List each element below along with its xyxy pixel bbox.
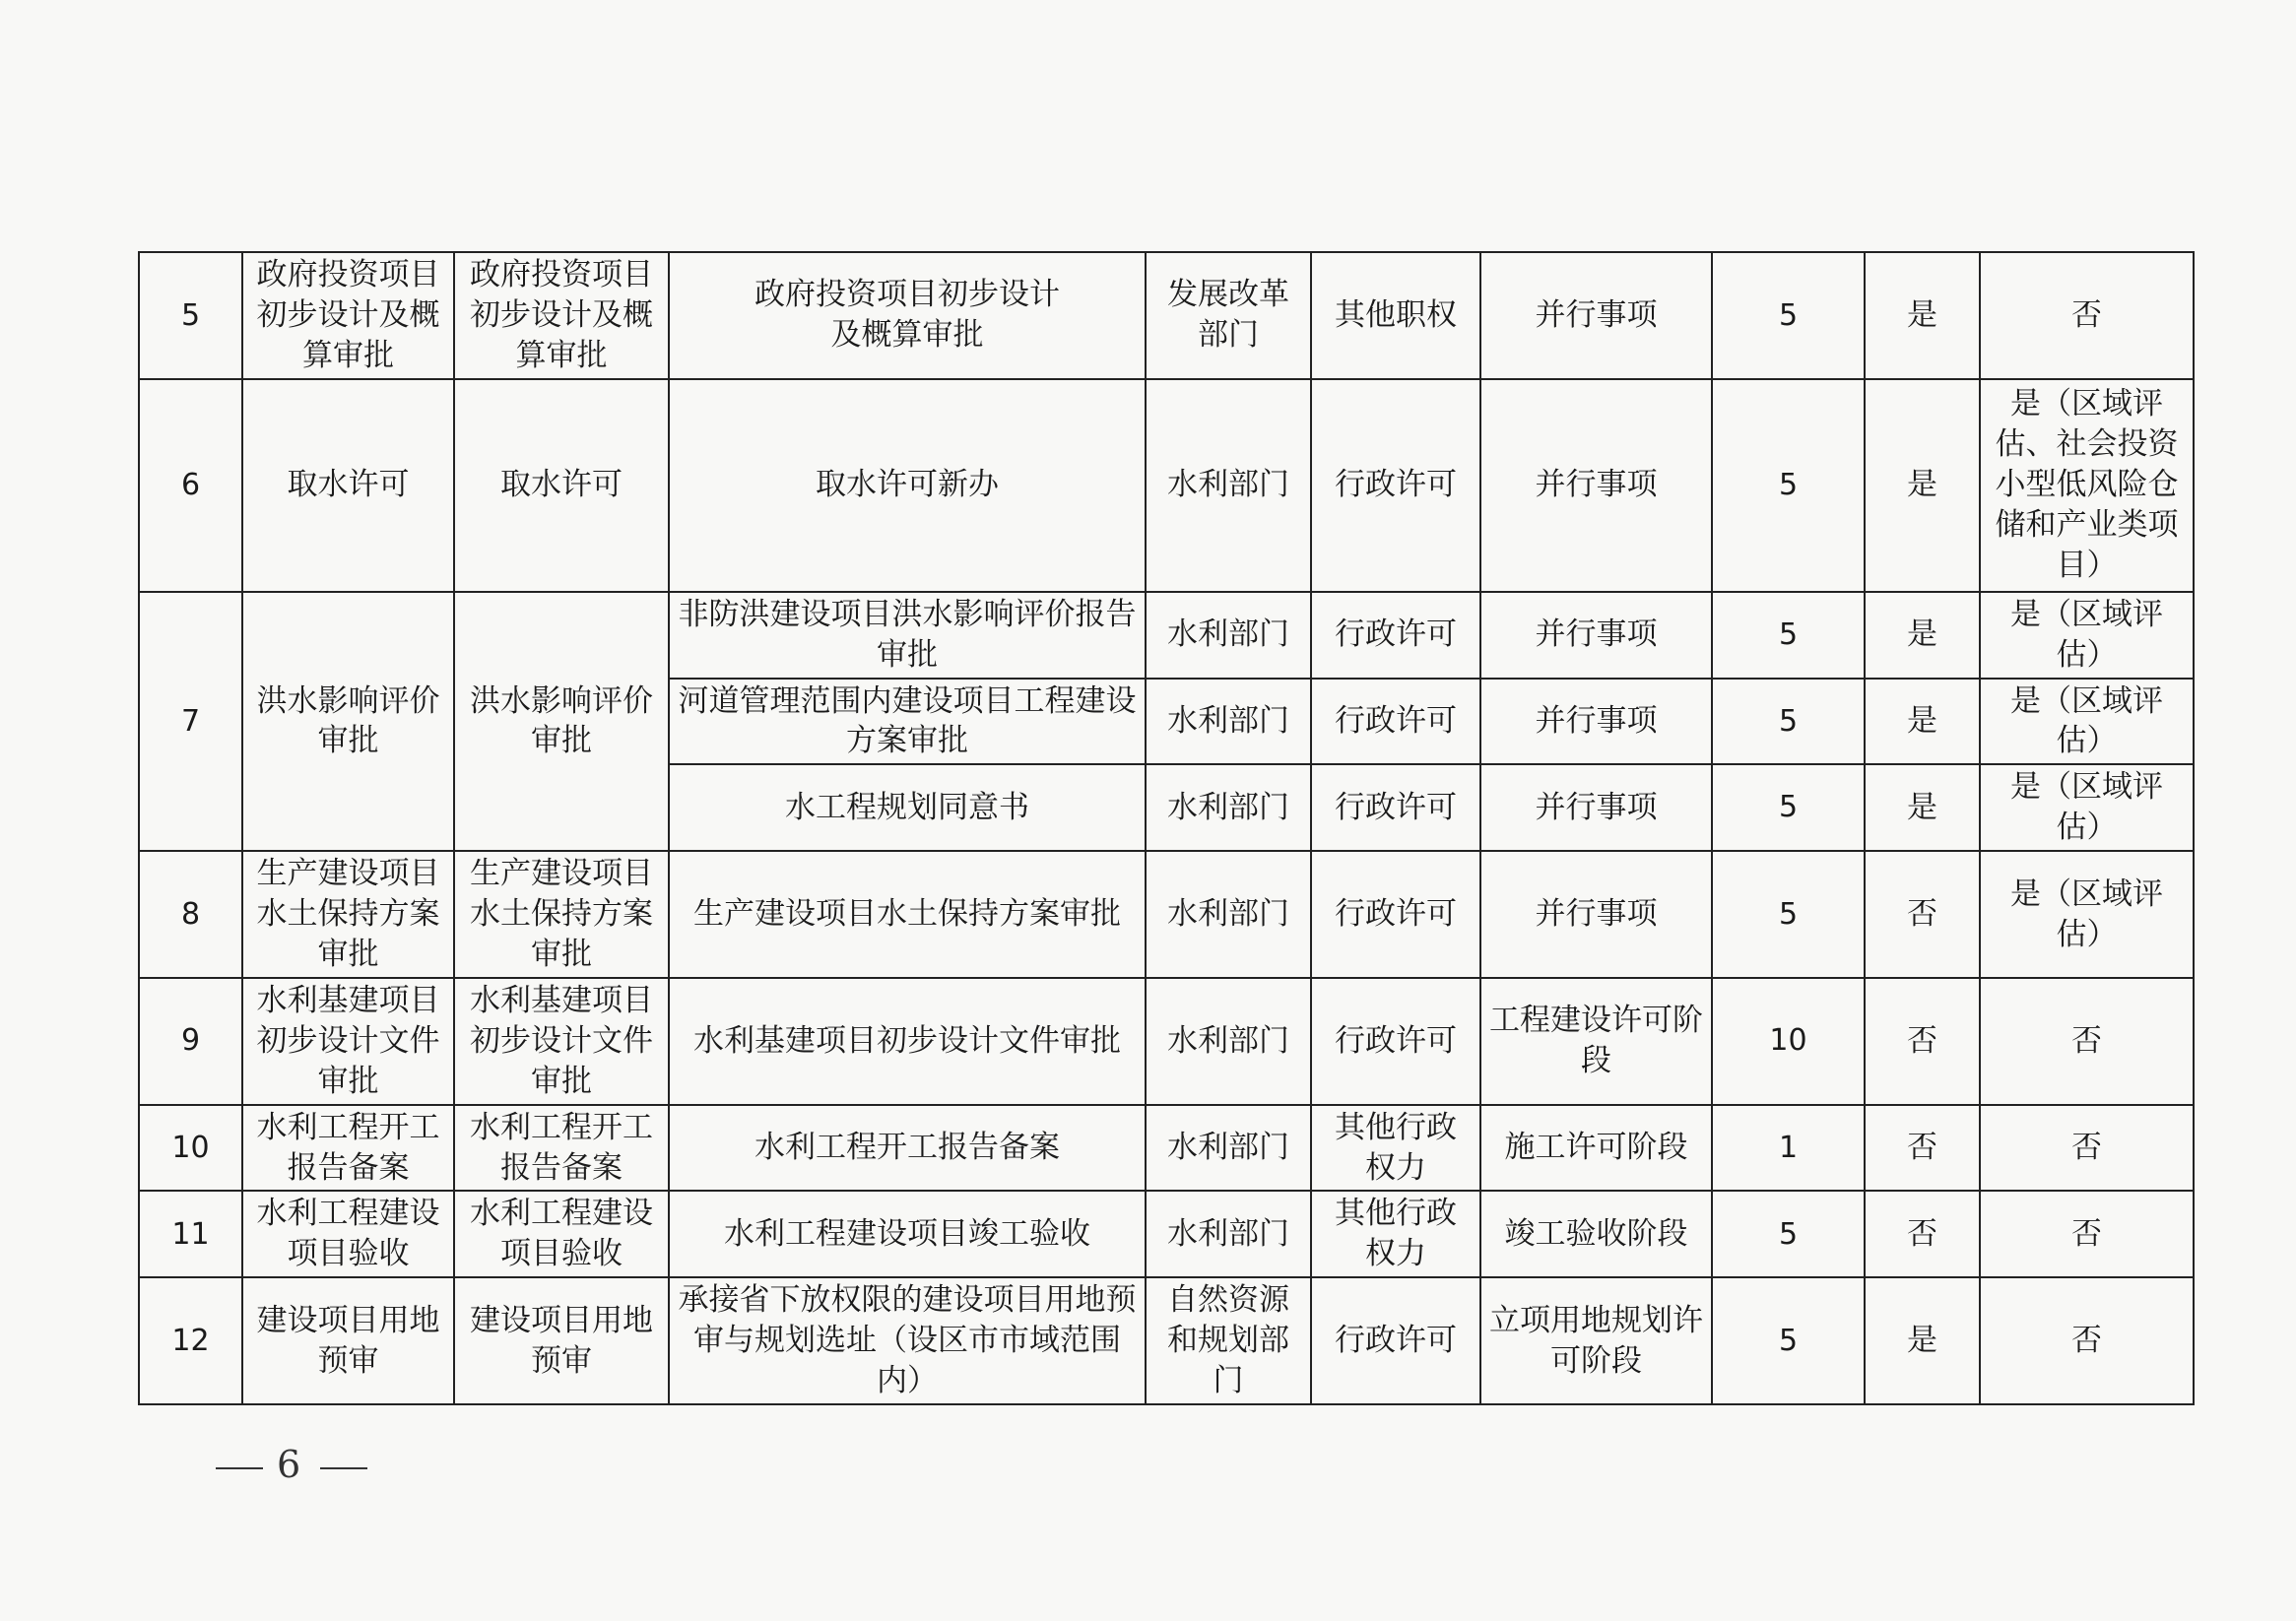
table-row	[139, 1105, 2194, 1192]
stage-cell: 并行事项	[1480, 252, 1712, 379]
item-detail-cell: 水利工程开工报告备案	[669, 1105, 1146, 1192]
regional-cell: 是（区域评估）	[1980, 851, 2194, 978]
item-detail-cell: 生产建设项目水土保持方案审批	[669, 851, 1146, 978]
department-cell: 发展改革部门	[1146, 252, 1311, 379]
days-cell: 5	[1712, 1191, 1865, 1277]
seq-cell: 10	[139, 1105, 242, 1192]
flag-cell: 是	[1865, 679, 1980, 765]
department-cell: 水利部门	[1146, 764, 1311, 851]
regional-cell: 是（区域评估、社会投资小型低风险仓储和产业类项目）	[1980, 379, 2194, 592]
table-row	[139, 252, 2194, 379]
item-detail-cell: 取水许可新办	[669, 379, 1146, 592]
days-cell: 5	[1712, 679, 1865, 765]
item-detail-cell: 非防洪建设项目洪水影响评价报告审批	[669, 592, 1146, 679]
regional-cell: 否	[1980, 1105, 2194, 1192]
regional-cell: 否	[1980, 252, 2194, 379]
department-cell: 水利部门	[1146, 379, 1311, 592]
days-cell: 1	[1712, 1105, 1865, 1192]
days-cell: 5	[1712, 252, 1865, 379]
page-number-value: 6	[277, 1443, 307, 1486]
days-cell: 10	[1712, 978, 1865, 1105]
power-type-cell: 其他行政权力	[1311, 1191, 1480, 1277]
days-cell: 5	[1712, 764, 1865, 851]
seq-cell: 5	[139, 252, 242, 379]
stage-cell: 并行事项	[1480, 764, 1712, 851]
item-detail-cell: 承接省下放权限的建设项目用地预审与规划选址（设区市市域范围内）	[669, 1277, 1146, 1404]
department-cell: 水利部门	[1146, 851, 1311, 978]
item-name-cell: 生产建设项目水土保持方案审批	[242, 851, 454, 978]
seq-cell: 12	[139, 1277, 242, 1404]
sub-item-name-cell: 取水许可	[454, 379, 669, 592]
sub-item-name-cell: 政府投资项目初步设计及概算审批	[454, 252, 669, 379]
table-row	[139, 379, 2194, 592]
item-name-cell: 建设项目用地预审	[242, 1277, 454, 1404]
sub-item-name-cell: 生产建设项目水土保持方案审批	[454, 851, 669, 978]
stage-cell: 施工许可阶段	[1480, 1105, 1712, 1192]
flag-cell: 是	[1865, 764, 1980, 851]
power-type-cell: 行政许可	[1311, 764, 1480, 851]
seq-cell: 7	[139, 592, 242, 851]
stage-cell: 并行事项	[1480, 851, 1712, 978]
stage-cell: 立项用地规划许可阶段	[1480, 1277, 1712, 1404]
stage-cell: 工程建设许可阶段	[1480, 978, 1712, 1105]
item-name-cell: 水利工程建设项目验收	[242, 1191, 454, 1277]
stage-cell: 并行事项	[1480, 679, 1712, 765]
power-type-cell: 其他职权	[1311, 252, 1480, 379]
power-type-cell: 行政许可	[1311, 851, 1480, 978]
flag-cell: 是	[1865, 1277, 1980, 1404]
power-type-cell: 行政许可	[1311, 1277, 1480, 1404]
power-type-cell: 其他行政权力	[1311, 1105, 1480, 1192]
power-type-cell: 行政许可	[1311, 592, 1480, 679]
page-number	[202, 1443, 381, 1486]
flag-cell: 否	[1865, 1105, 1980, 1192]
page-number-dash-right	[320, 1467, 367, 1469]
department-cell: 水利部门	[1146, 592, 1311, 679]
regional-cell: 否	[1980, 1277, 2194, 1404]
department-cell: 水利部门	[1146, 1105, 1311, 1192]
item-detail-cell: 水利基建项目初步设计文件审批	[669, 978, 1146, 1105]
stage-cell: 并行事项	[1480, 379, 1712, 592]
table-row	[139, 851, 2194, 978]
table-row	[139, 1277, 2194, 1404]
approval-items-table	[138, 251, 2195, 1405]
flag-cell: 否	[1865, 1191, 1980, 1277]
days-cell: 5	[1712, 379, 1865, 592]
power-type-cell: 行政许可	[1311, 978, 1480, 1105]
page-number-dash-left	[216, 1467, 263, 1469]
item-name-cell: 水利工程开工报告备案	[242, 1105, 454, 1192]
item-detail-cell: 河道管理范围内建设项目工程建设方案审批	[669, 679, 1146, 765]
item-detail-cell: 水利工程建设项目竣工验收	[669, 1191, 1146, 1277]
stage-cell: 竣工验收阶段	[1480, 1191, 1712, 1277]
regional-cell: 否	[1980, 978, 2194, 1105]
item-name-cell: 政府投资项目初步设计及概算审批	[242, 252, 454, 379]
department-cell: 水利部门	[1146, 978, 1311, 1105]
regional-cell: 是（区域评估）	[1980, 592, 2194, 679]
seq-cell: 11	[139, 1191, 242, 1277]
department-cell: 自然资源和规划部门	[1146, 1277, 1311, 1404]
sub-item-name-cell: 洪水影响评价审批	[454, 592, 669, 851]
flag-cell: 是	[1865, 592, 1980, 679]
table-row	[139, 978, 2194, 1105]
department-cell: 水利部门	[1146, 679, 1311, 765]
seq-cell: 9	[139, 978, 242, 1105]
power-type-cell: 行政许可	[1311, 379, 1480, 592]
stage-cell: 并行事项	[1480, 592, 1712, 679]
flag-cell: 否	[1865, 978, 1980, 1105]
flag-cell: 是	[1865, 252, 1980, 379]
item-name-cell: 洪水影响评价审批	[242, 592, 454, 851]
item-name-cell: 取水许可	[242, 379, 454, 592]
sub-item-name-cell: 水利基建项目初步设计文件审批	[454, 978, 669, 1105]
power-type-cell: 行政许可	[1311, 679, 1480, 765]
regional-cell: 是（区域评估）	[1980, 679, 2194, 765]
flag-cell: 是	[1865, 379, 1980, 592]
seq-cell: 8	[139, 851, 242, 978]
item-detail-cell: 水工程规划同意书	[669, 764, 1146, 851]
table-row	[139, 1191, 2194, 1277]
item-name-cell: 水利基建项目初步设计文件审批	[242, 978, 454, 1105]
seq-cell: 6	[139, 379, 242, 592]
regional-cell: 否	[1980, 1191, 2194, 1277]
days-cell: 5	[1712, 851, 1865, 978]
regional-cell: 是（区域评估）	[1980, 764, 2194, 851]
sub-item-name-cell: 水利工程建设项目验收	[454, 1191, 669, 1277]
days-cell: 5	[1712, 592, 1865, 679]
table-body	[139, 252, 2194, 1404]
item-detail-cell: 政府投资项目初步设计 及概算审批	[669, 252, 1146, 379]
table-row	[139, 592, 2194, 679]
flag-cell: 否	[1865, 851, 1980, 978]
sub-item-name-cell: 建设项目用地预审	[454, 1277, 669, 1404]
days-cell: 5	[1712, 1277, 1865, 1404]
department-cell: 水利部门	[1146, 1191, 1311, 1277]
sub-item-name-cell: 水利工程开工报告备案	[454, 1105, 669, 1192]
